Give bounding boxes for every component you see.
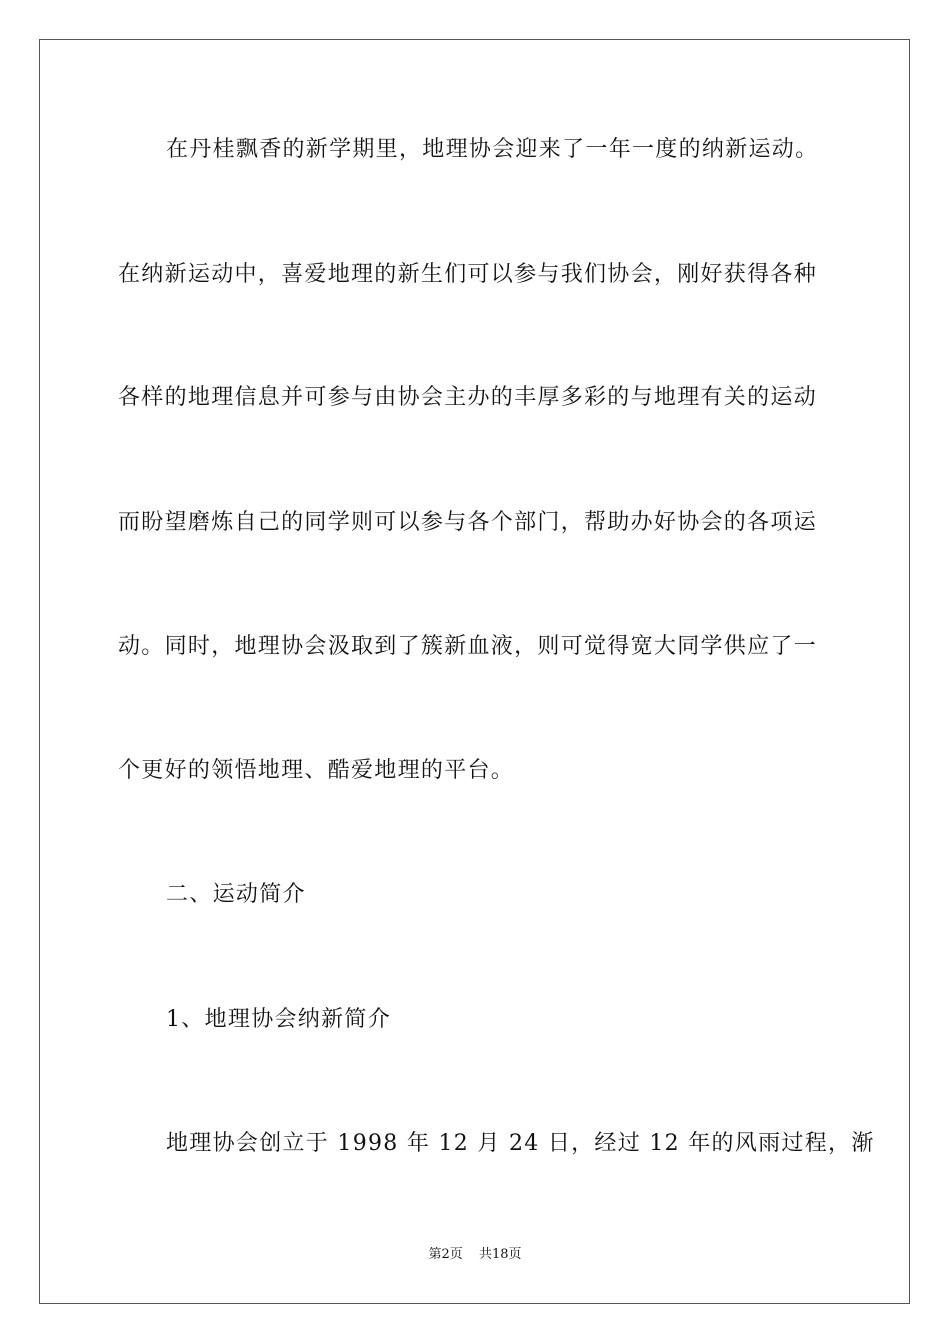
page-border: [39, 39, 910, 1304]
paragraph-line: 个更好的领悟地理、酷爱地理的平台。: [118, 758, 515, 783]
section-heading: 二、运动简介: [166, 882, 306, 907]
paragraph-line: 在丹桂飘香的新学期里，地理协会迎来了一年一度的纳新运动。: [166, 137, 819, 162]
paragraph-line: 动。同时，地理协会汲取到了簇新血液，则可觉得宽大同学供应了一: [118, 634, 818, 659]
paragraph-line: 在纳新运动中，喜爱地理的新生们可以参与我们协会，刚好获得各种: [118, 262, 818, 287]
paragraph-line: 地理协会创立于 1998 年 12 月 24 日，经过 12 年的风雨过程，渐: [166, 1131, 875, 1156]
page-number: 第2页: [428, 1247, 463, 1262]
subsection-heading: 1、地理协会纳新简介: [166, 1007, 391, 1032]
page-footer: [0, 1246, 950, 1264]
paragraph-line: 各样的地理信息并可参与由协会主办的丰厚多彩的与地理有关的运动: [118, 385, 818, 410]
page-total: 共18页: [478, 1247, 522, 1262]
paragraph-line: 而盼望磨炼自己的同学则可以参与各个部门，帮助办好协会的各项运: [118, 510, 818, 535]
